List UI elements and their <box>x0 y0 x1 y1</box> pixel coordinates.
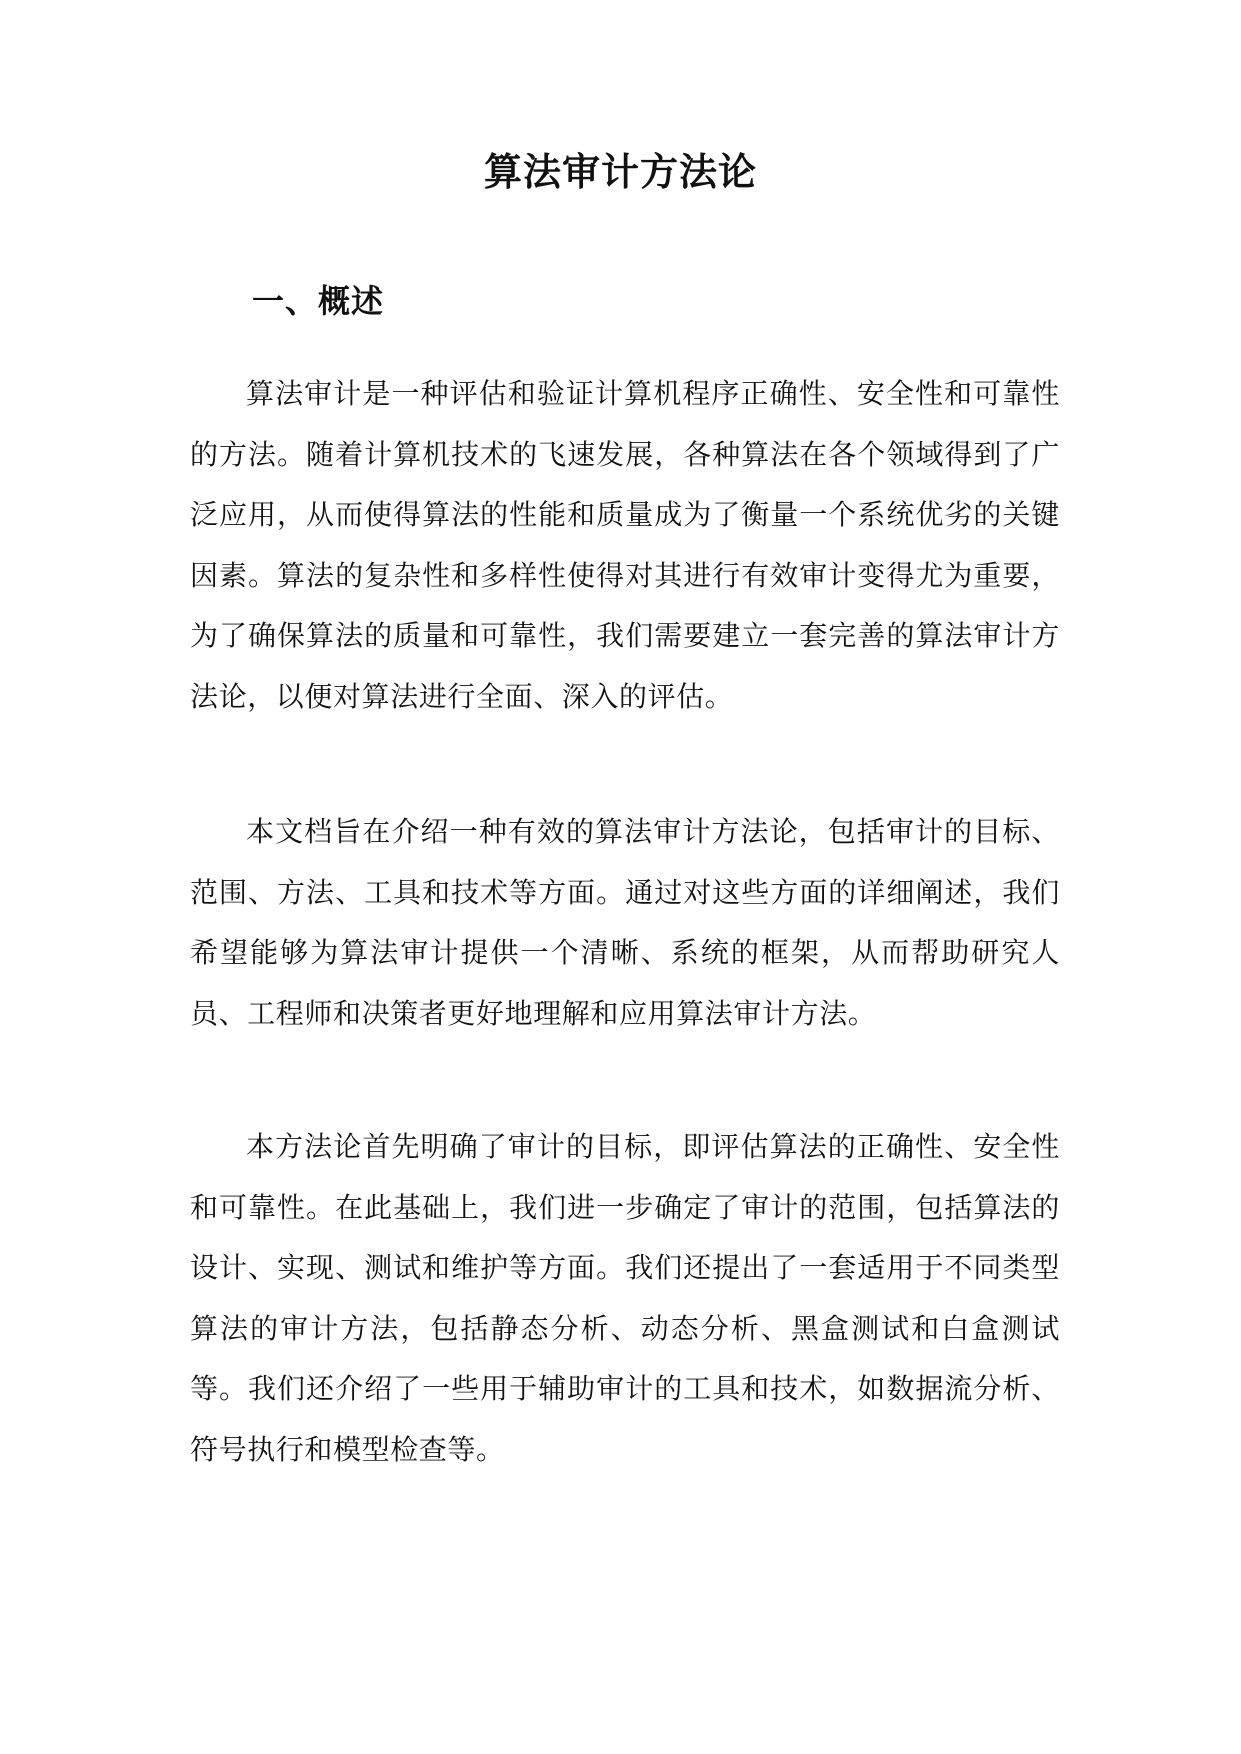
page-title: 算法审计方法论 <box>483 149 757 194</box>
paragraph-1: 算法审计是一种评估和验证计算机程序正确性、安全性和可靠性的方法。随着计算机技术的飞速发展，各种算法在各个领域得到了广泛应用，从而使得算法的性能和质量成为了衡量一个系统优劣的关键因素。算法的复杂性和多样性使得对其进行有效审计变得尤为重要，为了确保算法的质量和可靠性，我们需要建立一套完善的算法审计方法论，以便对算法进行全面、深入的评估。 <box>190 377 1060 713</box>
paragraph-2: 本文档旨在介绍一种有效的算法审计方法论，包括审计的目标、范围、方法、工具和技术等方面。通过对这些方面的详细阐述，我们希望能够为算法审计提供一个清晰、系统的框架，从而帮助研究人员、工程师和决策者更好地理解和应用算法审计方法。 <box>190 815 1060 1030</box>
paragraph-3: 本方法论首先明确了审计的目标，即评估算法的正确性、安全性和可靠性。在此基础上，我们进一步确定了审计的范围，包括算法的设计、实现、测试和维护等方面。我们还提出了一套适用于不同类型算法的审计方法，包括静态分析、动态分析、黑盒测试和白盒测试等。我们还介绍了一些用于辅助审计的工具和技术，如数据流分析、符号执行和模型检查等。 <box>190 1130 1060 1466</box>
section-heading-overview: 一、概述 <box>252 282 385 320</box>
